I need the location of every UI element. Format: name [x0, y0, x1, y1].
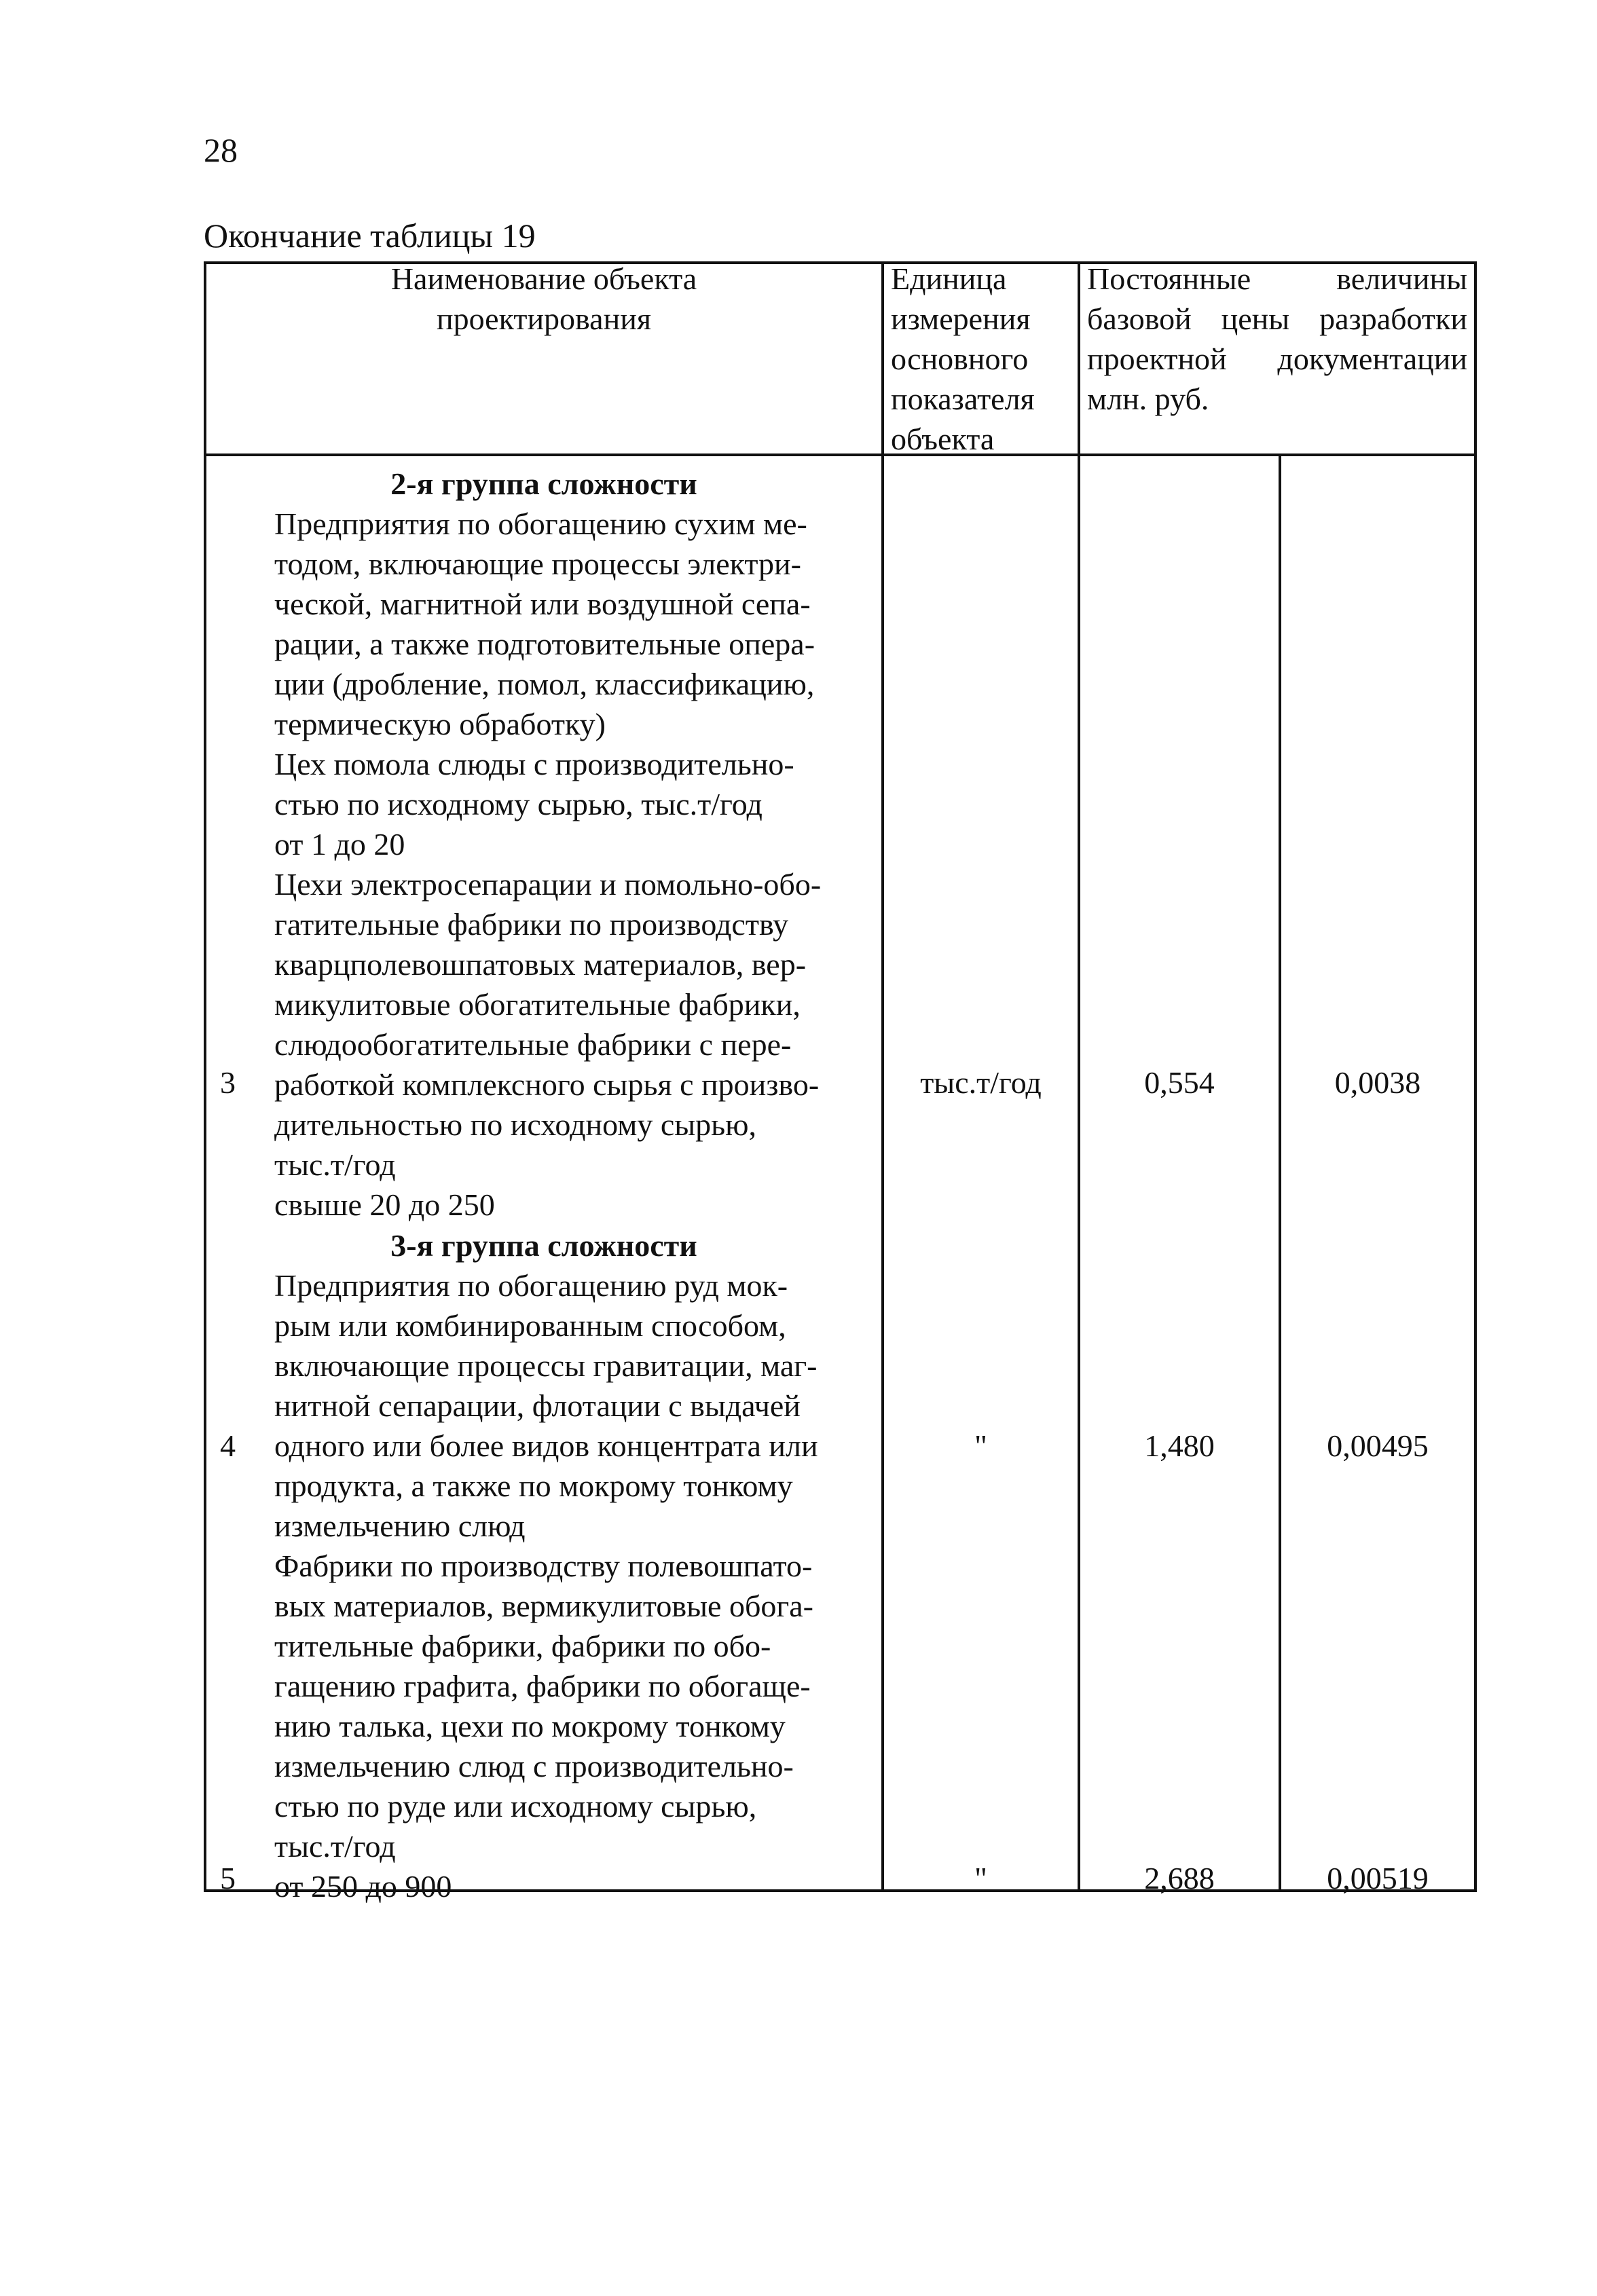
row4-value-a: 1,480 — [1144, 1428, 1215, 1463]
text-line: тыс.т/год — [274, 1147, 396, 1182]
header-price-line: Постоянные величины — [1087, 261, 1467, 296]
group3-description — [274, 1265, 818, 1546]
text-line: вых материалов, вермикулитовые обога- — [274, 1589, 813, 1623]
header-name-line: проектирования — [437, 301, 651, 336]
row3-value-b: 0,0038 — [1334, 1065, 1421, 1100]
text-line: работкой комплексного сырья с произво- — [274, 1067, 820, 1102]
text-line: микулитовые обогатительные фабрики, — [274, 987, 801, 1022]
text-line: Фабрики по производству полевошпато- — [274, 1549, 813, 1583]
header-price-line: млн. руб. — [1087, 382, 1209, 416]
header-unit-line: объекта — [891, 422, 995, 456]
header-price-line: проектной документации — [1087, 341, 1467, 376]
text-line: тительные фабрики, фабрики по обо- — [274, 1629, 771, 1663]
row5-intro — [274, 1546, 818, 1866]
header-unit-line: измерения — [891, 301, 1031, 336]
text-line: тодом, включающие процессы электри- — [274, 547, 801, 581]
group3-title: 3-я группа сложности — [390, 1228, 697, 1263]
text-line: нию талька, цехи по мокрому тонкому — [274, 1709, 786, 1743]
text-line: ции (дробление, помол, классификацию, — [274, 667, 815, 701]
table-caption: Окончание таблицы 19 — [204, 217, 536, 255]
row4-unit: " — [974, 1428, 987, 1463]
text-line: включающие процессы гравитации, маг- — [274, 1348, 818, 1383]
row5-number: 5 — [220, 1861, 236, 1895]
text-line: гащению графита, фабрики по обогаще- — [274, 1669, 811, 1703]
header-unit-line: основного — [891, 341, 1029, 376]
group2-description — [274, 504, 821, 744]
text-line: нитной сепарации, флотации с выдачей — [274, 1388, 801, 1423]
text-line: одного или более видов концентрата или — [274, 1428, 818, 1463]
header-divider — [204, 453, 1477, 456]
row4-value-b: 0,00495 — [1327, 1428, 1429, 1463]
header-unit-line: Единица — [891, 261, 1007, 296]
row4-intro — [274, 864, 821, 1185]
text-line: Цех помола слюды с производительно- — [274, 747, 794, 781]
header-price — [1087, 259, 1467, 419]
text-line: дительностью по исходному сырью, — [274, 1107, 756, 1142]
text-line: термическую обработку) — [274, 707, 606, 741]
row5-value-b: 0,00519 — [1327, 1861, 1429, 1895]
row3-value-a: 0,554 — [1144, 1065, 1215, 1100]
row3-intro — [274, 744, 821, 824]
text-line: ческой, магнитной или воздушной сепа- — [274, 587, 811, 621]
header-price-line: базовой цены разработки — [1087, 301, 1467, 336]
text-line: измельчению слюд с производительно- — [274, 1749, 794, 1783]
text-line: стью по исходному сырью, тыс.т/год — [274, 787, 763, 821]
group2-title: 2-я группа сложности — [390, 466, 697, 501]
text-line: кварцполевошпатовых материалов, вер- — [274, 947, 807, 982]
text-line: рации, а также подготовительные опера- — [274, 627, 815, 661]
text-line: измельчению слюд — [274, 1508, 526, 1543]
row3-number: 3 — [220, 1065, 236, 1100]
row4-range: свыше 20 до 250 — [274, 1187, 495, 1222]
text-line: гатительные фабрики по производству — [274, 907, 789, 942]
text-line: стью по руде или исходному сырью, — [274, 1789, 757, 1823]
body-text — [274, 504, 821, 1225]
table-border-left — [204, 261, 206, 1892]
page-number: 28 — [204, 131, 238, 169]
row5-unit: " — [974, 1861, 987, 1895]
text-line: слюдообогатительные фабрики с пере- — [274, 1027, 792, 1062]
header-unit-line: показателя — [891, 382, 1035, 416]
cost-table — [204, 261, 1477, 1904]
column-divider-price-ab — [1279, 453, 1281, 1892]
text-line: рым или комбинированным способом, — [274, 1308, 786, 1343]
table-border-right — [1474, 261, 1477, 1892]
row5-value-a: 2,688 — [1144, 1861, 1215, 1895]
header-unit — [891, 259, 1035, 459]
text-line: продукта, а также по мокрому тонкому — [274, 1468, 793, 1503]
row3-unit: тыс.т/год — [920, 1065, 1042, 1100]
text-line: Предприятия по обогащению сухим ме- — [274, 506, 807, 541]
row3-range: от 1 до 20 — [274, 827, 405, 862]
text-line: Цехи электросепарации и помольно-обо- — [274, 867, 822, 902]
row5-range: от 250 до 900 — [274, 1869, 452, 1904]
header-name — [206, 259, 881, 339]
row4-number: 4 — [220, 1428, 236, 1463]
text-line: тыс.т/год — [274, 1829, 396, 1864]
header-name-line: Наименование объекта — [390, 261, 697, 296]
body-text-2 — [274, 1265, 818, 1906]
text-line: Предприятия по обогащению руд мок- — [274, 1268, 788, 1303]
